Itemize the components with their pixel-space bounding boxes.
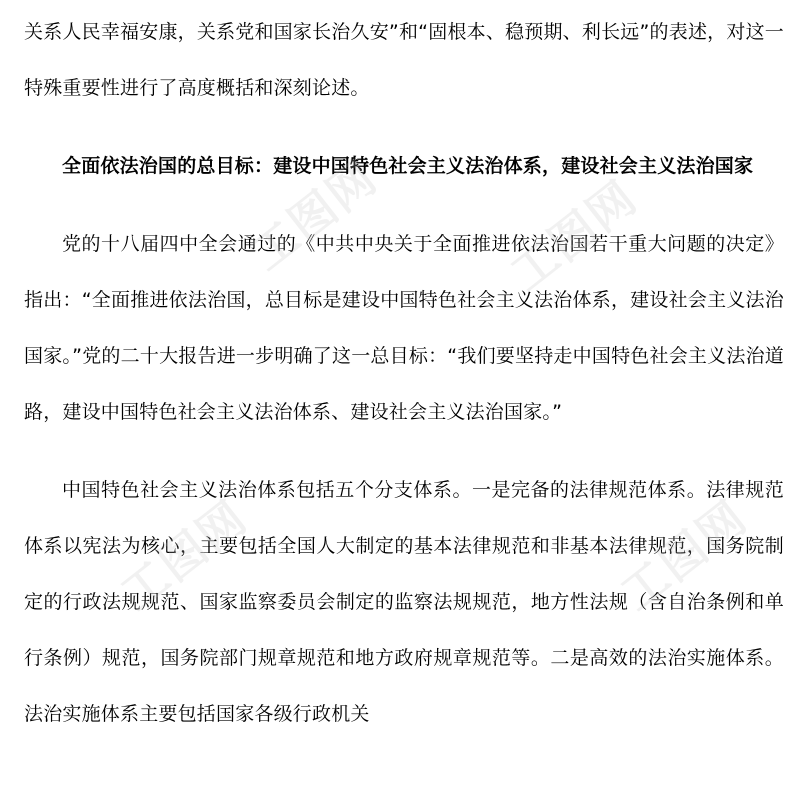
- watermark: 工图网: [500, 169, 648, 301]
- paragraph: 党的十八届四中全会通过的《中共中央关于全面推进依法治国若干重大问题的决定》指出：“全面推进依法治国，总目标是建设中国特色社会主义法治体系，建设社会主义法治国家。”党的二十大报告进一步明确了这一总目标：“我们要坚持走中国特色社会主义法治道路，建设中国特色社会主义法治体系、建设社会主义法治国家。”: [24, 233, 784, 423]
- watermark: 工图网: [610, 489, 758, 621]
- document-body: [24, 4, 784, 764]
- watermark: 工图网: [240, 149, 388, 281]
- watermark: 工图网: [110, 489, 258, 621]
- paragraph: 中国特色社会主义法治体系包括五个分支体系。一是完备的法律规范体系。法律规范体系以宪法为核心，主要包括全国人大制定的基本法律规范和非基本法律规范，国务院制定的行政法规规范、国家监察委员会制定的监察法规规范，地方性法规（含自治条例和单行条例）规范，国务院部门规章规范和地方政府规章规范等。二是高效的法治实施体系。法治实施体系主要包括国家各级行政机关: [24, 479, 784, 725]
- paragraph-continuation: 关系人民幸福安康，关系党和国家长治久安”和“固根本、稳预期、利长远”的表述，对这一特殊重要性进行了高度概括和深刻论述。: [24, 21, 784, 99]
- section-heading: 全面依法治国的总目标：建设中国特色社会主义法治体系，建设社会主义法治国家: [62, 155, 754, 177]
